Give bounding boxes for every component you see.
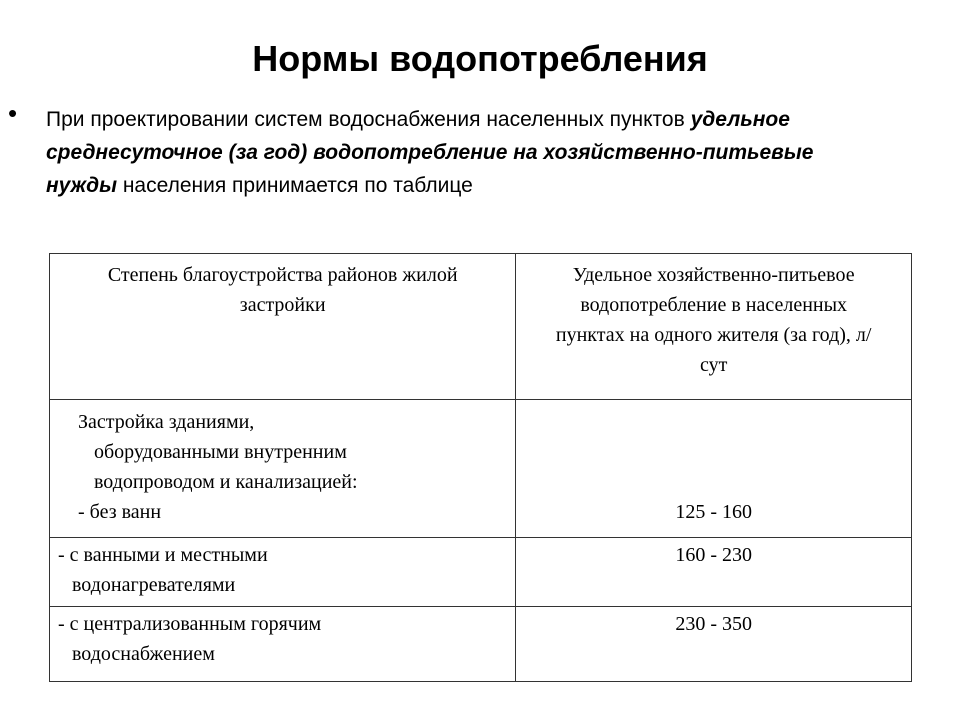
header-label-specific-consumption: Удельное хозяйственно-питьевое водопотребление в населенных пунктах на одного жителя (за год), л/сут [555,264,872,376]
row-description-line: - с ванными и местными [58,544,268,566]
row-description-line: водонагревателями [72,574,236,596]
row-description-line: Застройка зданиями, [78,411,255,433]
row-description-line: водопроводом и канализацией: [94,471,358,493]
header-label-improvement-degree: Степень благоустройства районов жилой застройки [107,264,458,316]
row-description-line: водоснабжением [72,643,215,665]
row-description-cell [50,400,516,538]
row-description-line: - без ванн [78,501,162,523]
header-cell-specific-consumption [516,254,912,400]
intro-paragraph [46,103,886,202]
row-description-line: оборудованными внутренним [94,441,347,463]
row-description-cell [50,607,516,682]
row-value-cell: 125 - 160 [516,400,912,538]
row-value-cell: 160 - 230 [516,538,912,607]
slide-title: Нормы водопотребления [252,38,708,79]
row-value-cell: 230 - 350 [516,607,912,682]
row-description-line: - с централизованным горячим [58,613,322,635]
table-header-row [50,254,912,400]
intro-emphasis: удельное среднесуточное (за год) водопотребление на хозяйственно-питьевые нужды [46,108,814,197]
row-description-cell [50,538,516,607]
header-cell-improvement-degree [50,254,516,400]
table-row [50,538,912,607]
intro-text-end: населения принимается по таблице [117,174,473,197]
bullet-icon: • [8,98,18,128]
water-consumption-table [49,253,912,682]
table-row [50,607,912,682]
table-row [50,400,912,538]
intro-text-start: При проектировании систем водоснабжения населенных пунктов [46,108,691,131]
